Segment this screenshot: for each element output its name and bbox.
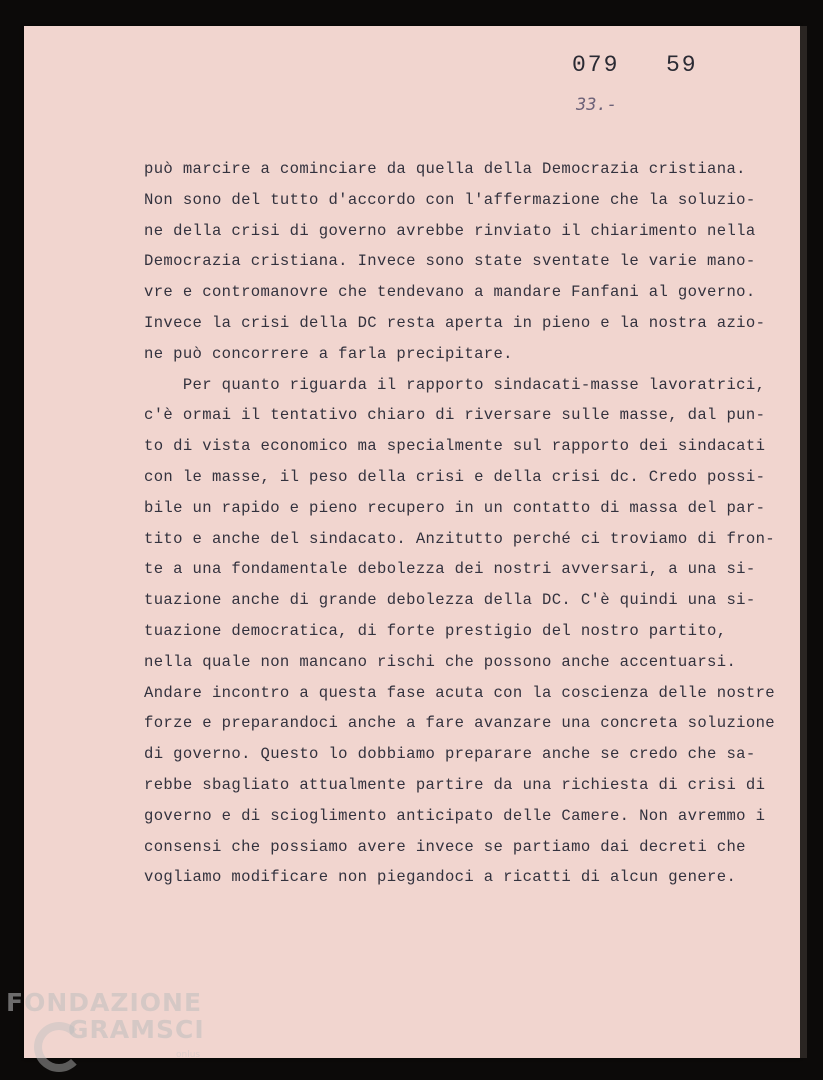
text-line: ne può concorrere a farla precipitare. bbox=[144, 344, 513, 363]
watermark-subtitle: GRAMSCI bbox=[68, 1015, 205, 1044]
text-line: con le masse, il peso della crisi e della crisi dc. Credo possi- bbox=[144, 467, 766, 486]
text-line: ne della crisi di governo avrebbe rinviato il chiarimento nella bbox=[144, 221, 756, 240]
text-line: Democrazia cristiana. Invece sono state sventate le varie mano- bbox=[144, 252, 756, 271]
page-number: 33.- bbox=[576, 95, 617, 115]
text-line: consensi che possiamo avere invece se partiamo dai decreti che bbox=[144, 837, 746, 856]
watermark bbox=[6, 990, 205, 1042]
text-line: vogliamo modificare non piegandoci a ricatti di alcun genere. bbox=[144, 868, 737, 887]
watermark-title: FONDAZIONE bbox=[6, 988, 203, 1017]
text-line: tuazione anche di grande debolezza della DC. C'è quindi una si- bbox=[144, 591, 756, 610]
watermark-onlus: onlus bbox=[176, 1050, 201, 1060]
folio-number: 59 bbox=[666, 52, 698, 78]
text-line: bile un rapido e pieno recupero in un contatto di massa del par- bbox=[144, 498, 766, 517]
text-line: vre e contromanovre che tendevano a mandare Fanfani al governo. bbox=[144, 283, 756, 302]
text-line: c'è ormai il tentativo chiaro di riversare sulle masse, dal pun- bbox=[144, 406, 766, 425]
text-line: tito e anche del sindacato. Anzitutto perché ci troviamo di fron- bbox=[144, 529, 776, 548]
text-line: Non sono del tutto d'accordo con l'affermazione che la soluzio- bbox=[144, 190, 756, 209]
page-edge bbox=[800, 26, 807, 1058]
text-line: governo e di scioglimento anticipato delle Camere. Non avremmo i bbox=[144, 806, 766, 825]
typewritten-body bbox=[144, 154, 784, 893]
text-line: forze e preparandoci anche a fare avanzare una concreta soluzione bbox=[144, 714, 776, 733]
text-line: tuazione democratica, di forte prestigio del nostro partito, bbox=[144, 621, 727, 640]
text-line: può marcire a cominciare da quella della Democrazia cristiana. bbox=[144, 160, 746, 178]
text-line: di governo. Questo lo dobbiamo preparare anche se credo che sa- bbox=[144, 745, 756, 764]
text-line: te a una fondamentale debolezza dei nostri avversari, a una si- bbox=[144, 560, 756, 579]
text-line: nella quale non mancano rischi che possono anche accentuarsi. bbox=[144, 652, 737, 671]
text-line: to di vista economico ma specialmente sul rapporto dei sindacati bbox=[144, 437, 766, 456]
text-line: Per quanto riguarda il rapporto sindacati-masse lavoratrici, bbox=[144, 375, 766, 394]
text-line: Invece la crisi della DC resta aperta in pieno e la nostra azio- bbox=[144, 313, 766, 332]
archive-number: 079 bbox=[572, 52, 620, 78]
text-line: Andare incontro a questa fase acuta con la coscienza delle nostre bbox=[144, 683, 776, 702]
text-line: rebbe sbagliato attualmente partire da una richiesta di crisi di bbox=[144, 775, 766, 794]
